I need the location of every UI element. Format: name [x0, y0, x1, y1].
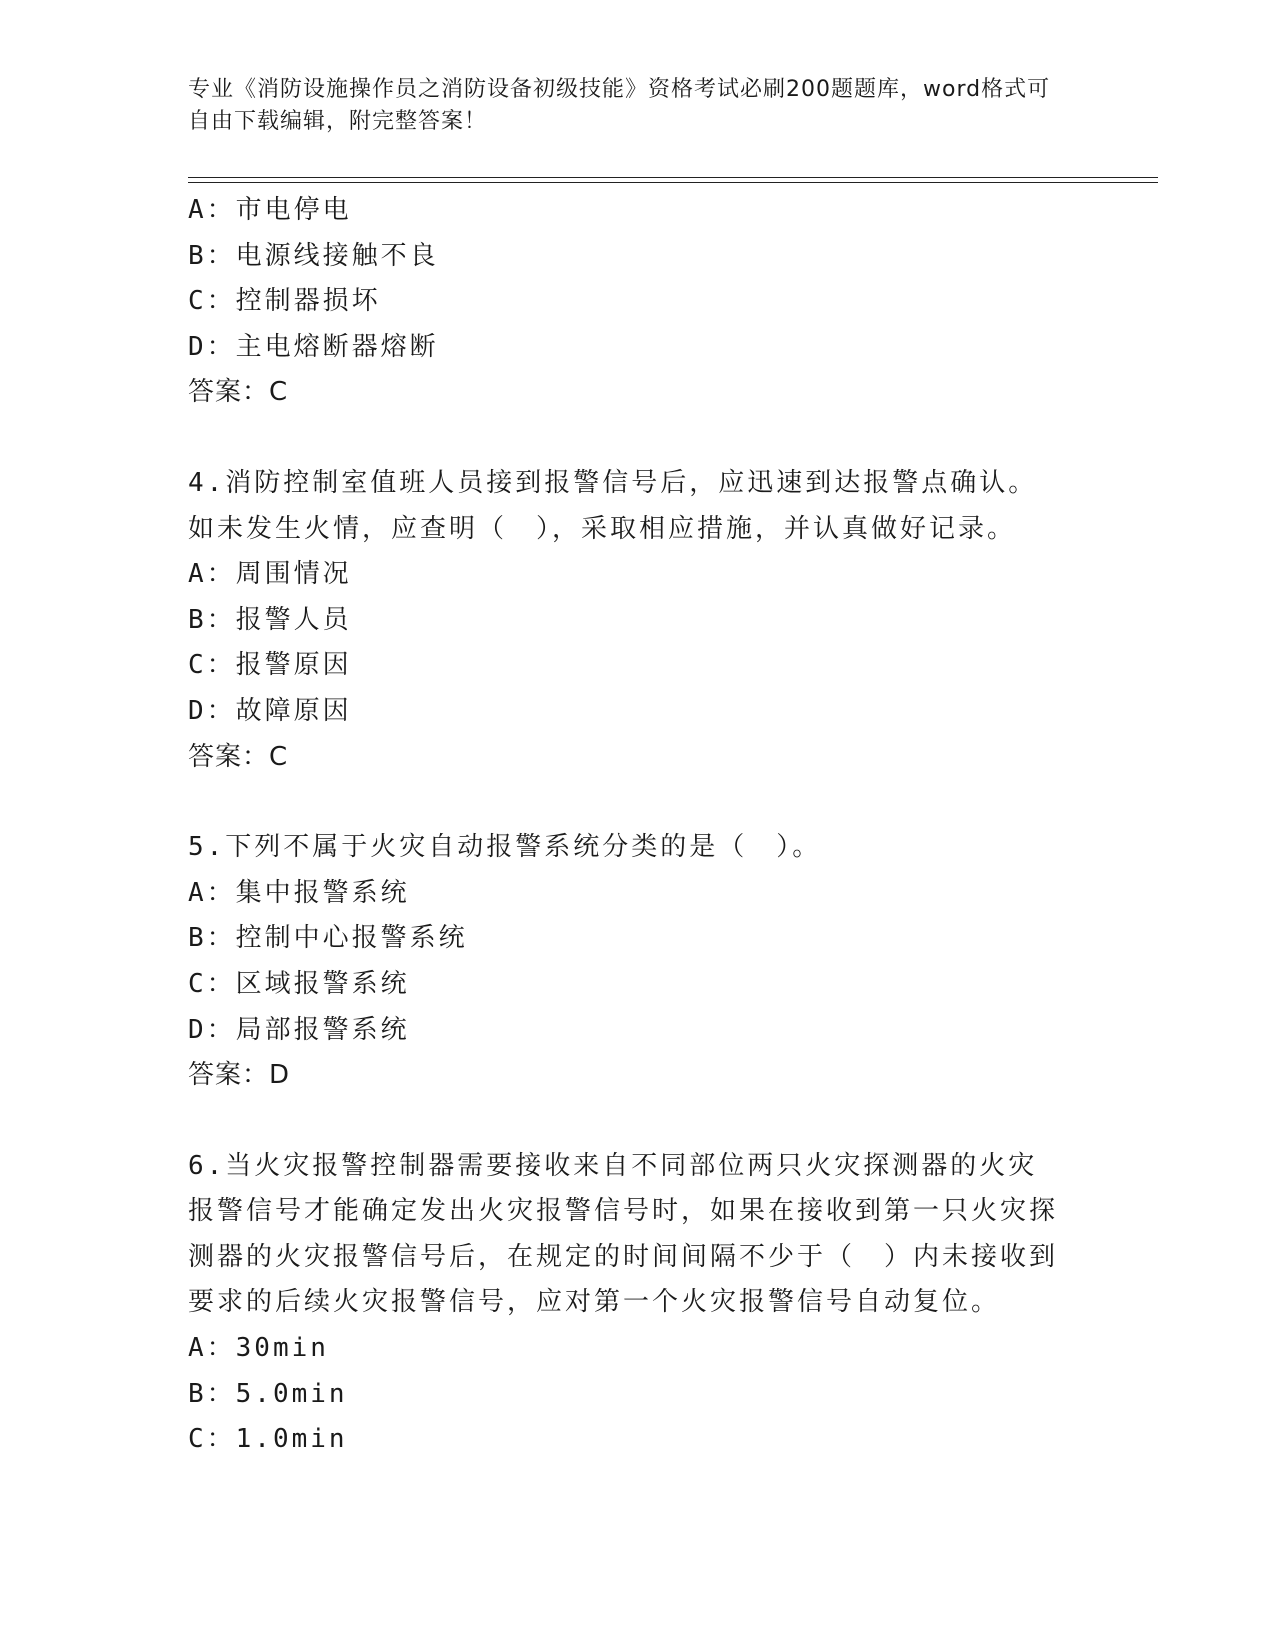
- option-b: B：电源线接触不良: [188, 240, 439, 271]
- option-c: C：报警原因: [188, 650, 352, 681]
- option-c: C：控制器损坏: [188, 286, 381, 317]
- option-b: B：5.0min: [188, 1378, 348, 1409]
- option-d: D：局部报警系统: [188, 1014, 410, 1045]
- option-a: A：周围情况: [188, 559, 352, 590]
- option-a: A：30min: [188, 1333, 329, 1364]
- question-block: [188, 1144, 1058, 1463]
- option-a: A：市电停电: [188, 195, 352, 225]
- option-c: C：1.0min: [188, 1424, 348, 1455]
- answer-line: 答案：D: [188, 1060, 291, 1091]
- answer-line: 答案：C: [188, 377, 289, 408]
- option-d: D：主电熔断器熔断: [188, 331, 439, 362]
- question-stem: 5.下列不属于火灾自动报警系统分类的是（ ）。: [188, 832, 822, 863]
- option-d: D：故障原因: [188, 695, 352, 726]
- option-a: A：集中报警系统: [188, 877, 410, 908]
- question-block: [188, 825, 1058, 1099]
- option-b: B：控制中心报警系统: [188, 923, 468, 954]
- header-divider: [188, 177, 1158, 183]
- document-header: 专业《消防设施操作员之消防设备初级技能》资格考试必刷200题题库，word格式可自由下载编辑，附完整答案！: [188, 77, 1051, 134]
- question-stem: 6.当火灾报警控制器需要接收来自不同部位两只火灾探测器的火灾报警信号才能确定发出火灾报警信号时，如果在接收到第一只火灾探测器的火灾报警信号后，在规定的时间间隔不少于（ ）内未接收到要求的后续火灾报警信号，应对第一个火灾报警信号自动复位。: [188, 1150, 1059, 1318]
- question-stem: 4.消防控制室值班人员接到报警信号后，应迅速到达报警点确认。如未发生火情，应查明（ ），采取相应措施，并认真做好记录。: [188, 467, 1038, 544]
- answer-line: 答案：C: [188, 741, 289, 772]
- question-list: [188, 188, 1058, 1463]
- question-block: [188, 188, 1058, 416]
- option-b: B：报警人员: [188, 604, 352, 635]
- option-c: C：区域报警系统: [188, 968, 410, 999]
- question-block: [188, 461, 1058, 780]
